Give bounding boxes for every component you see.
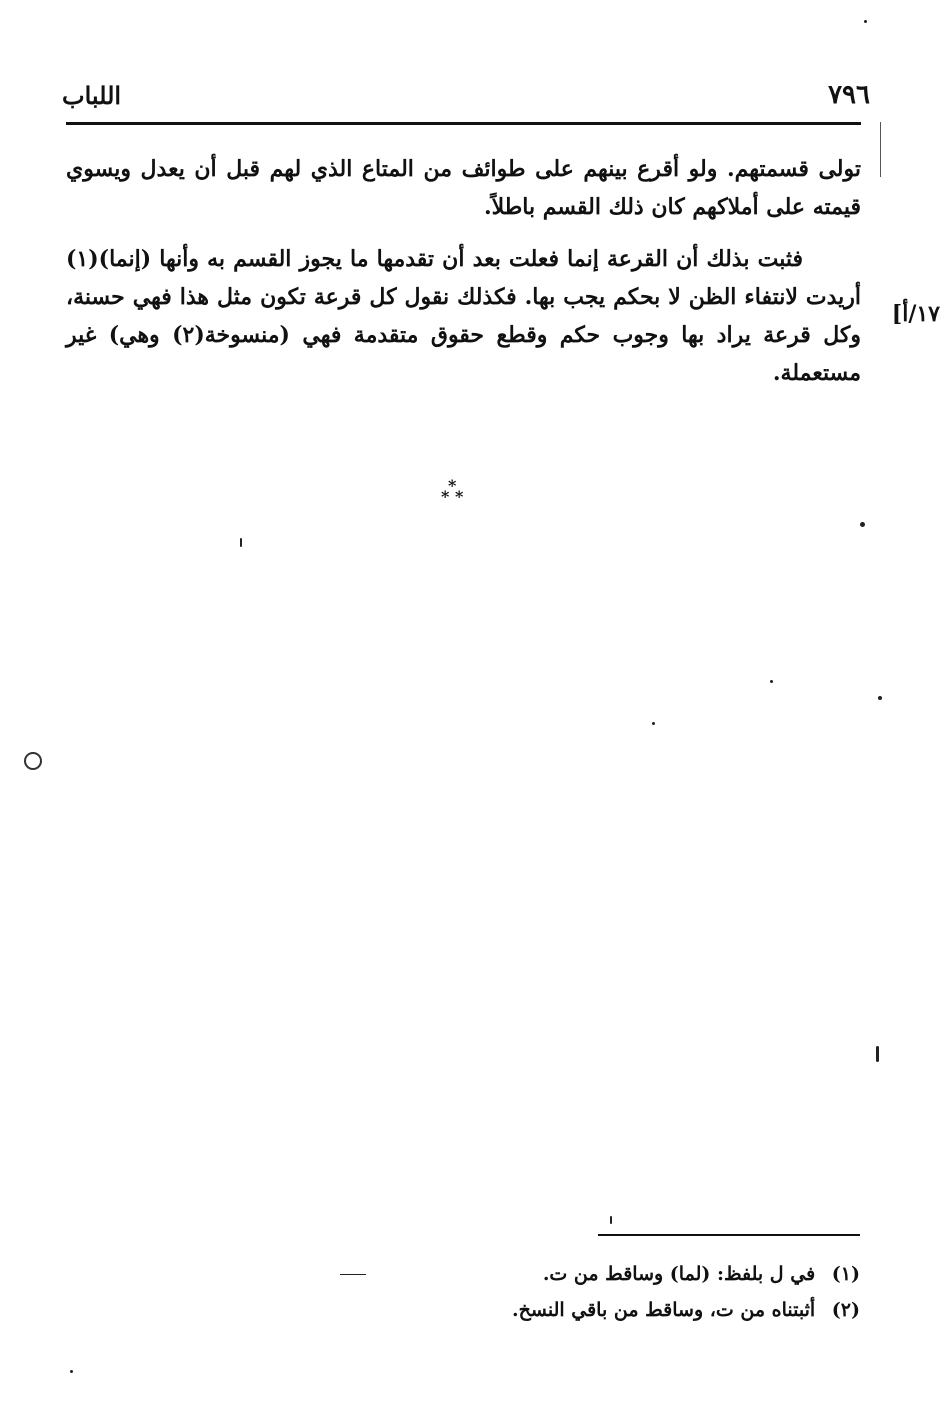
scan-speck (652, 722, 655, 725)
section-separator (436, 478, 476, 518)
footnote-1 (440, 1256, 860, 1292)
footnote-rule (598, 1234, 860, 1236)
scan-speck (770, 680, 773, 683)
running-title: اللباب (62, 81, 122, 110)
separator-star-right: * (455, 487, 464, 506)
scan-speck (240, 538, 242, 547)
scan-speck (876, 1046, 879, 1062)
separator-star-top: * (448, 476, 457, 495)
separator-star-left: * (441, 487, 450, 506)
header-rule (66, 122, 861, 125)
folio-marker: ١٧/أ] (891, 301, 940, 327)
scan-speck (860, 522, 865, 527)
footnote-text: أثبتناه من ت، وساقط من باقي النسخ. (512, 1299, 816, 1321)
paragraph-1: تولى قسمتهم. ولو أقرع بينهم على طوائف من المتاع الذي لهم قبل أن يعدل ويسوي قيمته على أملاكهم كان ذلك القسم باطلاً. (66, 156, 861, 220)
footnote-2 (440, 1292, 860, 1328)
scan-speck (864, 20, 867, 23)
scan-speck (340, 1274, 366, 1275)
body-text (66, 150, 861, 392)
paragraph-2: فثبت بذلك أن القرعة إنما فعلت بعد أن تقدمها ما يجوز القسم به وأنها (إنما)(١) أريدت لانتفاء الظن لا بحكم يجب بها. فكذلك نقول كل قرعة تكون مثل هذا فهي حسنة، وكل قرعة يراد بها وجوب حكم وقطع حقوق متقدمة فهي (منسوخة(٢) وهي) غير مستعملة. (66, 246, 861, 386)
page-number: ٧٩٦ (828, 80, 870, 110)
footnote-number: (١) (831, 1263, 860, 1285)
margin-line (880, 122, 881, 177)
scan-speck (70, 1370, 73, 1373)
scan-speck (610, 1216, 612, 1224)
footnote-text: في ل بلفظ: (لما) وساقط من ت. (542, 1263, 816, 1285)
scan-speck (878, 696, 882, 700)
scan-speck (24, 752, 42, 770)
footnotes (440, 1256, 860, 1328)
footnote-number: (٢) (831, 1299, 860, 1321)
